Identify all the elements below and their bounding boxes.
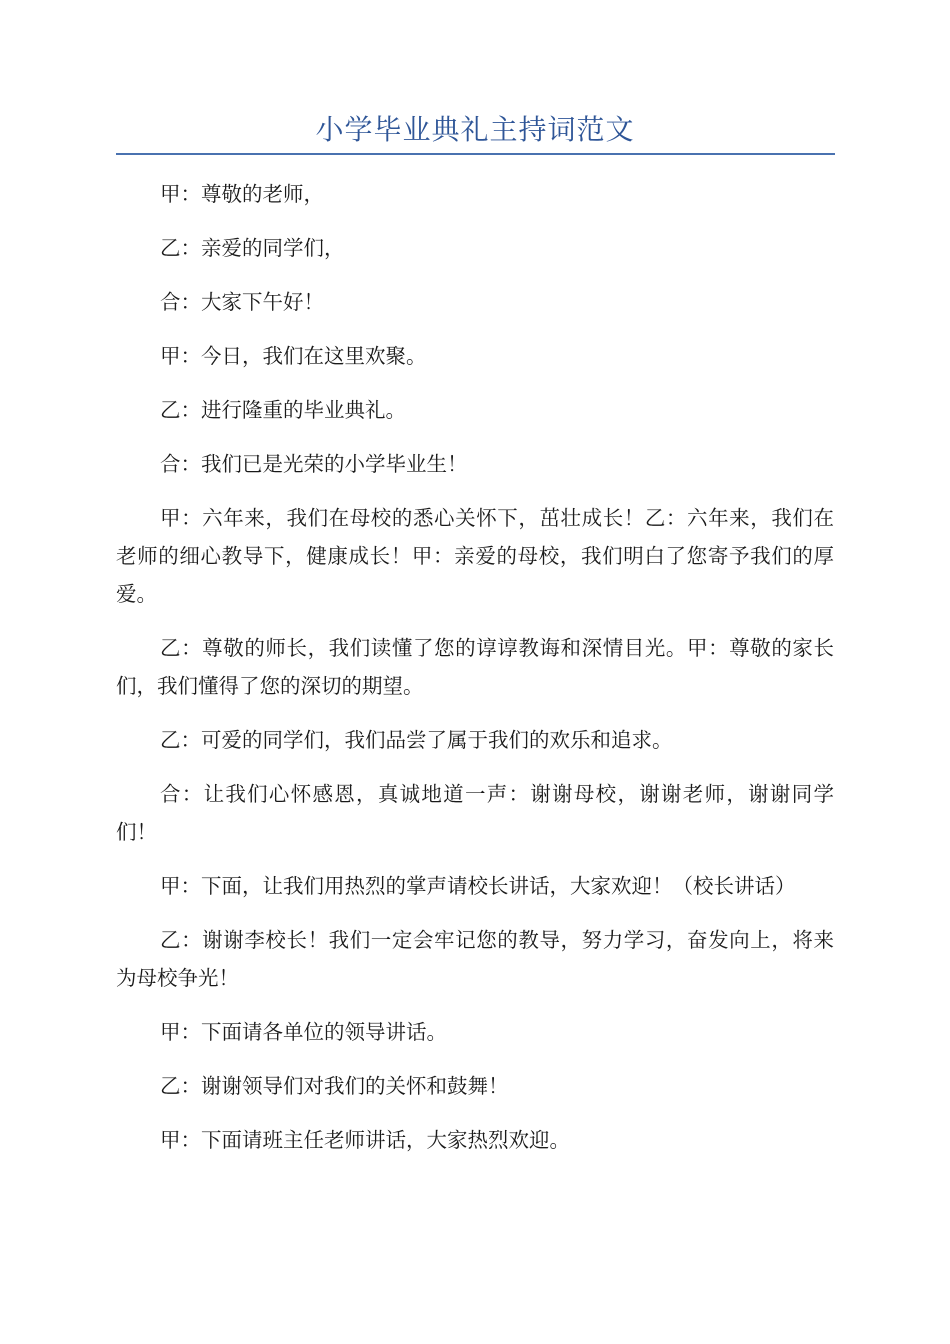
- paragraph: 乙：进行隆重的毕业典礼。: [160, 398, 406, 422]
- paragraph: 甲：下面请各单位的领导讲话。: [160, 1020, 447, 1044]
- paragraph: 甲：下面请班主任老师讲话，大家热烈欢迎。: [160, 1128, 570, 1152]
- paragraph: 乙：可爱的同学们，我们品尝了属于我们的欢乐和追求。: [160, 728, 673, 752]
- paragraph: 乙：谢谢李校长！我们一定会牢记您的教导，努力学习，奋发向上，将来为母校争光！: [116, 928, 834, 990]
- paragraph: 乙：谢谢领导们对我们的关怀和鼓舞！: [160, 1074, 509, 1098]
- paragraph: 乙：尊敬的师长，我们读懂了您的谆谆教诲和深情目光。甲：尊敬的家长们，我们懂得了您的深切的期望。: [116, 636, 834, 698]
- title-underline: [116, 153, 835, 155]
- paragraph: 合：我们已是光荣的小学毕业生！: [160, 452, 468, 476]
- page-title: 小学毕业典礼主持词范文: [315, 113, 635, 146]
- paragraph: 乙：亲爱的同学们，: [160, 236, 345, 260]
- paragraph: 甲：尊敬的老师，: [160, 182, 324, 206]
- paragraph: 甲：下面，让我们用热烈的掌声请校长讲话，大家欢迎！（校长讲话）: [160, 874, 796, 898]
- paragraph: 甲：今日，我们在这里欢聚。: [160, 344, 427, 368]
- document-body: [116, 175, 834, 1175]
- paragraph: 合：大家下午好！: [160, 290, 324, 314]
- paragraph: 合：让我们心怀感恩，真诚地道一声：谢谢母校，谢谢老师，谢谢同学们！: [116, 782, 834, 844]
- paragraph: 甲：六年来，我们在母校的悉心关怀下，茁壮成长！乙：六年来，我们在老师的细心教导下，健康成长！甲：亲爱的母校，我们明白了您寄予我们的厚爱。: [116, 506, 834, 606]
